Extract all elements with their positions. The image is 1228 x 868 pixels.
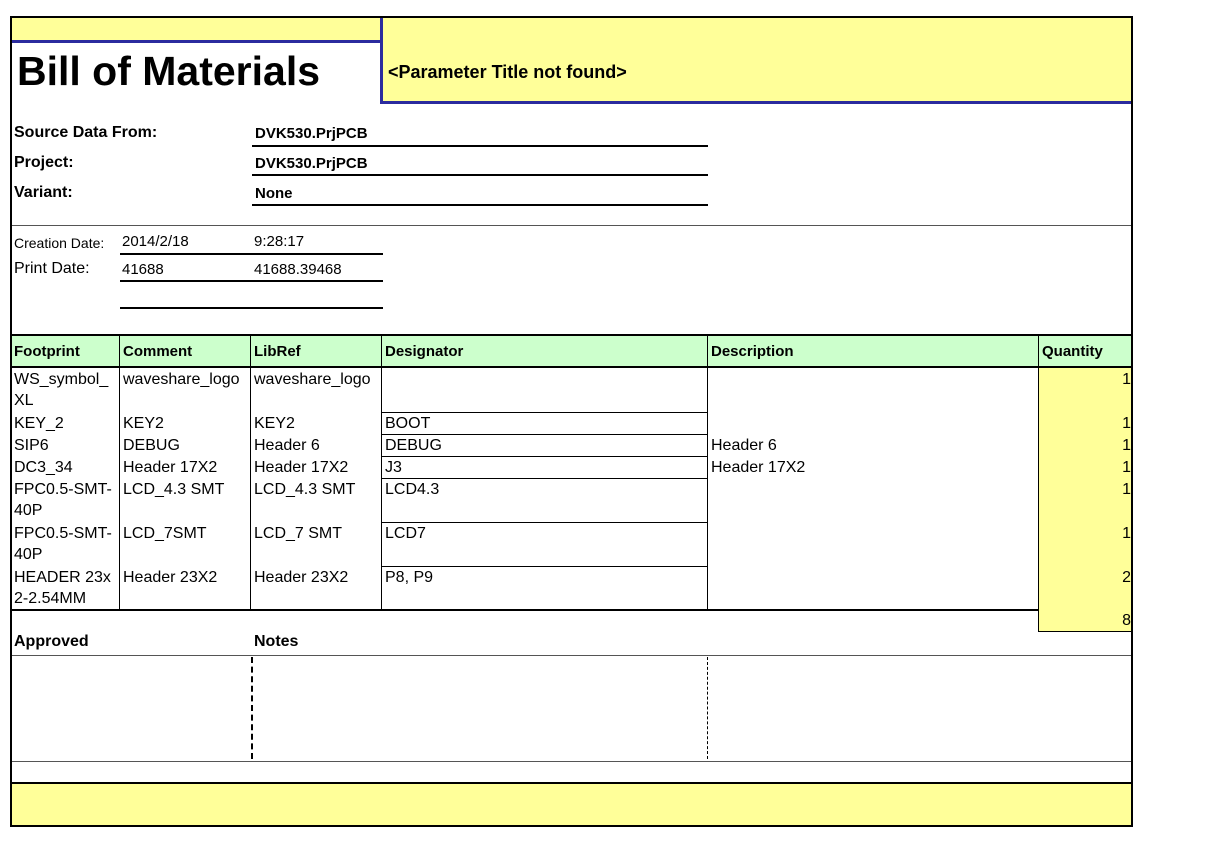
notes-header-line xyxy=(12,655,1133,656)
col-libref-header: LibRef xyxy=(254,343,301,360)
table-row-quantity: 1 xyxy=(1122,415,1131,432)
print-date-label: Print Date: xyxy=(14,260,90,277)
table-row-quantity: 1 xyxy=(1122,437,1131,454)
table-row-designator: DEBUG xyxy=(385,437,442,454)
project-underline xyxy=(252,174,708,176)
creation-date-underline xyxy=(120,253,383,255)
parameter-title-box xyxy=(380,18,1133,104)
extra-date-underline xyxy=(120,307,383,309)
table-row-quantity: 1 xyxy=(1122,481,1131,498)
table-row-libref: Header 23X2 xyxy=(254,569,349,586)
col-divider xyxy=(250,334,251,610)
col-divider xyxy=(707,334,708,610)
creation-time-value: 9:28:17 xyxy=(254,233,305,250)
col-divider xyxy=(119,334,120,610)
table-row-quantity: 1 xyxy=(1122,525,1131,542)
variant-underline xyxy=(252,204,708,206)
col-divider xyxy=(381,334,382,610)
source-underline xyxy=(252,145,708,147)
table-row-designator: J3 xyxy=(385,459,402,476)
col-description-header: Description xyxy=(711,343,794,360)
table-row-designator: P8, P9 xyxy=(385,569,434,586)
table-row-description: Header 17X2 xyxy=(711,459,806,476)
table-row-designator: BOOT xyxy=(385,415,431,432)
table-row-comment: KEY2 xyxy=(123,415,164,432)
table-row-designator: LCD4.3 xyxy=(385,481,440,498)
designator-line xyxy=(381,456,707,457)
table-row-quantity: 1 xyxy=(1122,459,1131,476)
table-row-quantity: 1 xyxy=(1122,371,1131,388)
table-row-comment: LCD_4.3 SMT xyxy=(123,481,225,498)
table-row-footprint: KEY_2 xyxy=(14,415,64,432)
creation-date-value: 2014/2/18 xyxy=(122,233,189,250)
print-time-value: 41688.39468 xyxy=(254,261,342,278)
total-quantity: 8 xyxy=(1122,612,1131,629)
page-title: Bill of Materials xyxy=(17,48,321,94)
notes-bottom-line xyxy=(12,761,1133,762)
col-quantity-header: Quantity xyxy=(1042,343,1103,360)
table-row-libref: KEY2 xyxy=(254,415,295,432)
table-row-footprint: FPC0.5-SMT-40P xyxy=(14,481,112,519)
table-row-footprint: SIP6 xyxy=(14,437,49,454)
table-row-comment: waveshare_logo xyxy=(123,371,240,388)
table-bottom-line xyxy=(12,609,1038,611)
print-date-value: 41688 xyxy=(122,261,164,278)
table-row-libref: Header 6 xyxy=(254,437,320,454)
notes-divider-right xyxy=(707,657,708,759)
notes-divider-left xyxy=(251,657,253,759)
notes-label: Notes xyxy=(254,633,299,650)
table-row-comment: Header 23X2 xyxy=(123,569,218,586)
approved-label: Approved xyxy=(14,633,89,650)
variant-label: Variant: xyxy=(14,184,73,201)
table-row-footprint: FPC0.5-SMT-40P xyxy=(14,525,112,563)
creation-date-label: Creation Date: xyxy=(14,235,105,251)
print-date-underline xyxy=(120,280,383,282)
col-footprint-header: Footprint xyxy=(14,343,80,360)
footer-bar xyxy=(12,784,1133,827)
table-row-footprint: DC3_34 xyxy=(14,459,73,476)
table-row-designator: LCD7 xyxy=(385,525,426,542)
source-value: DVK530.PrjPCB xyxy=(255,125,368,142)
bom-sheet xyxy=(10,16,1133,827)
table-row-libref: LCD_4.3 SMT xyxy=(254,481,356,498)
parameter-title: <Parameter Title not found> xyxy=(388,62,627,82)
table-row-quantity: 2 xyxy=(1122,569,1131,586)
table-row-libref: LCD_7 SMT xyxy=(254,525,343,542)
title-box-border xyxy=(12,40,383,43)
designator-line xyxy=(381,522,707,523)
table-row-comment: LCD_7SMT xyxy=(123,525,207,542)
project-value: DVK530.PrjPCB xyxy=(255,155,368,172)
table-row-libref: waveshare_logo xyxy=(254,371,371,388)
table-row-libref: Header 17X2 xyxy=(254,459,349,476)
table-row-comment: DEBUG xyxy=(123,437,180,454)
project-label: Project: xyxy=(14,154,74,171)
table-row-description: Header 6 xyxy=(711,437,777,454)
table-row-footprint: WS_symbol_XL xyxy=(14,371,109,409)
table-row-comment: Header 17X2 xyxy=(123,459,218,476)
section-divider-info xyxy=(12,225,1133,226)
variant-value: None xyxy=(255,185,293,202)
source-label: Source Data From: xyxy=(14,124,158,141)
col-comment-header: Comment xyxy=(123,343,193,360)
col-designator-header: Designator xyxy=(385,343,464,360)
table-row-footprint: HEADER 23x2-2.54MM xyxy=(14,569,111,607)
